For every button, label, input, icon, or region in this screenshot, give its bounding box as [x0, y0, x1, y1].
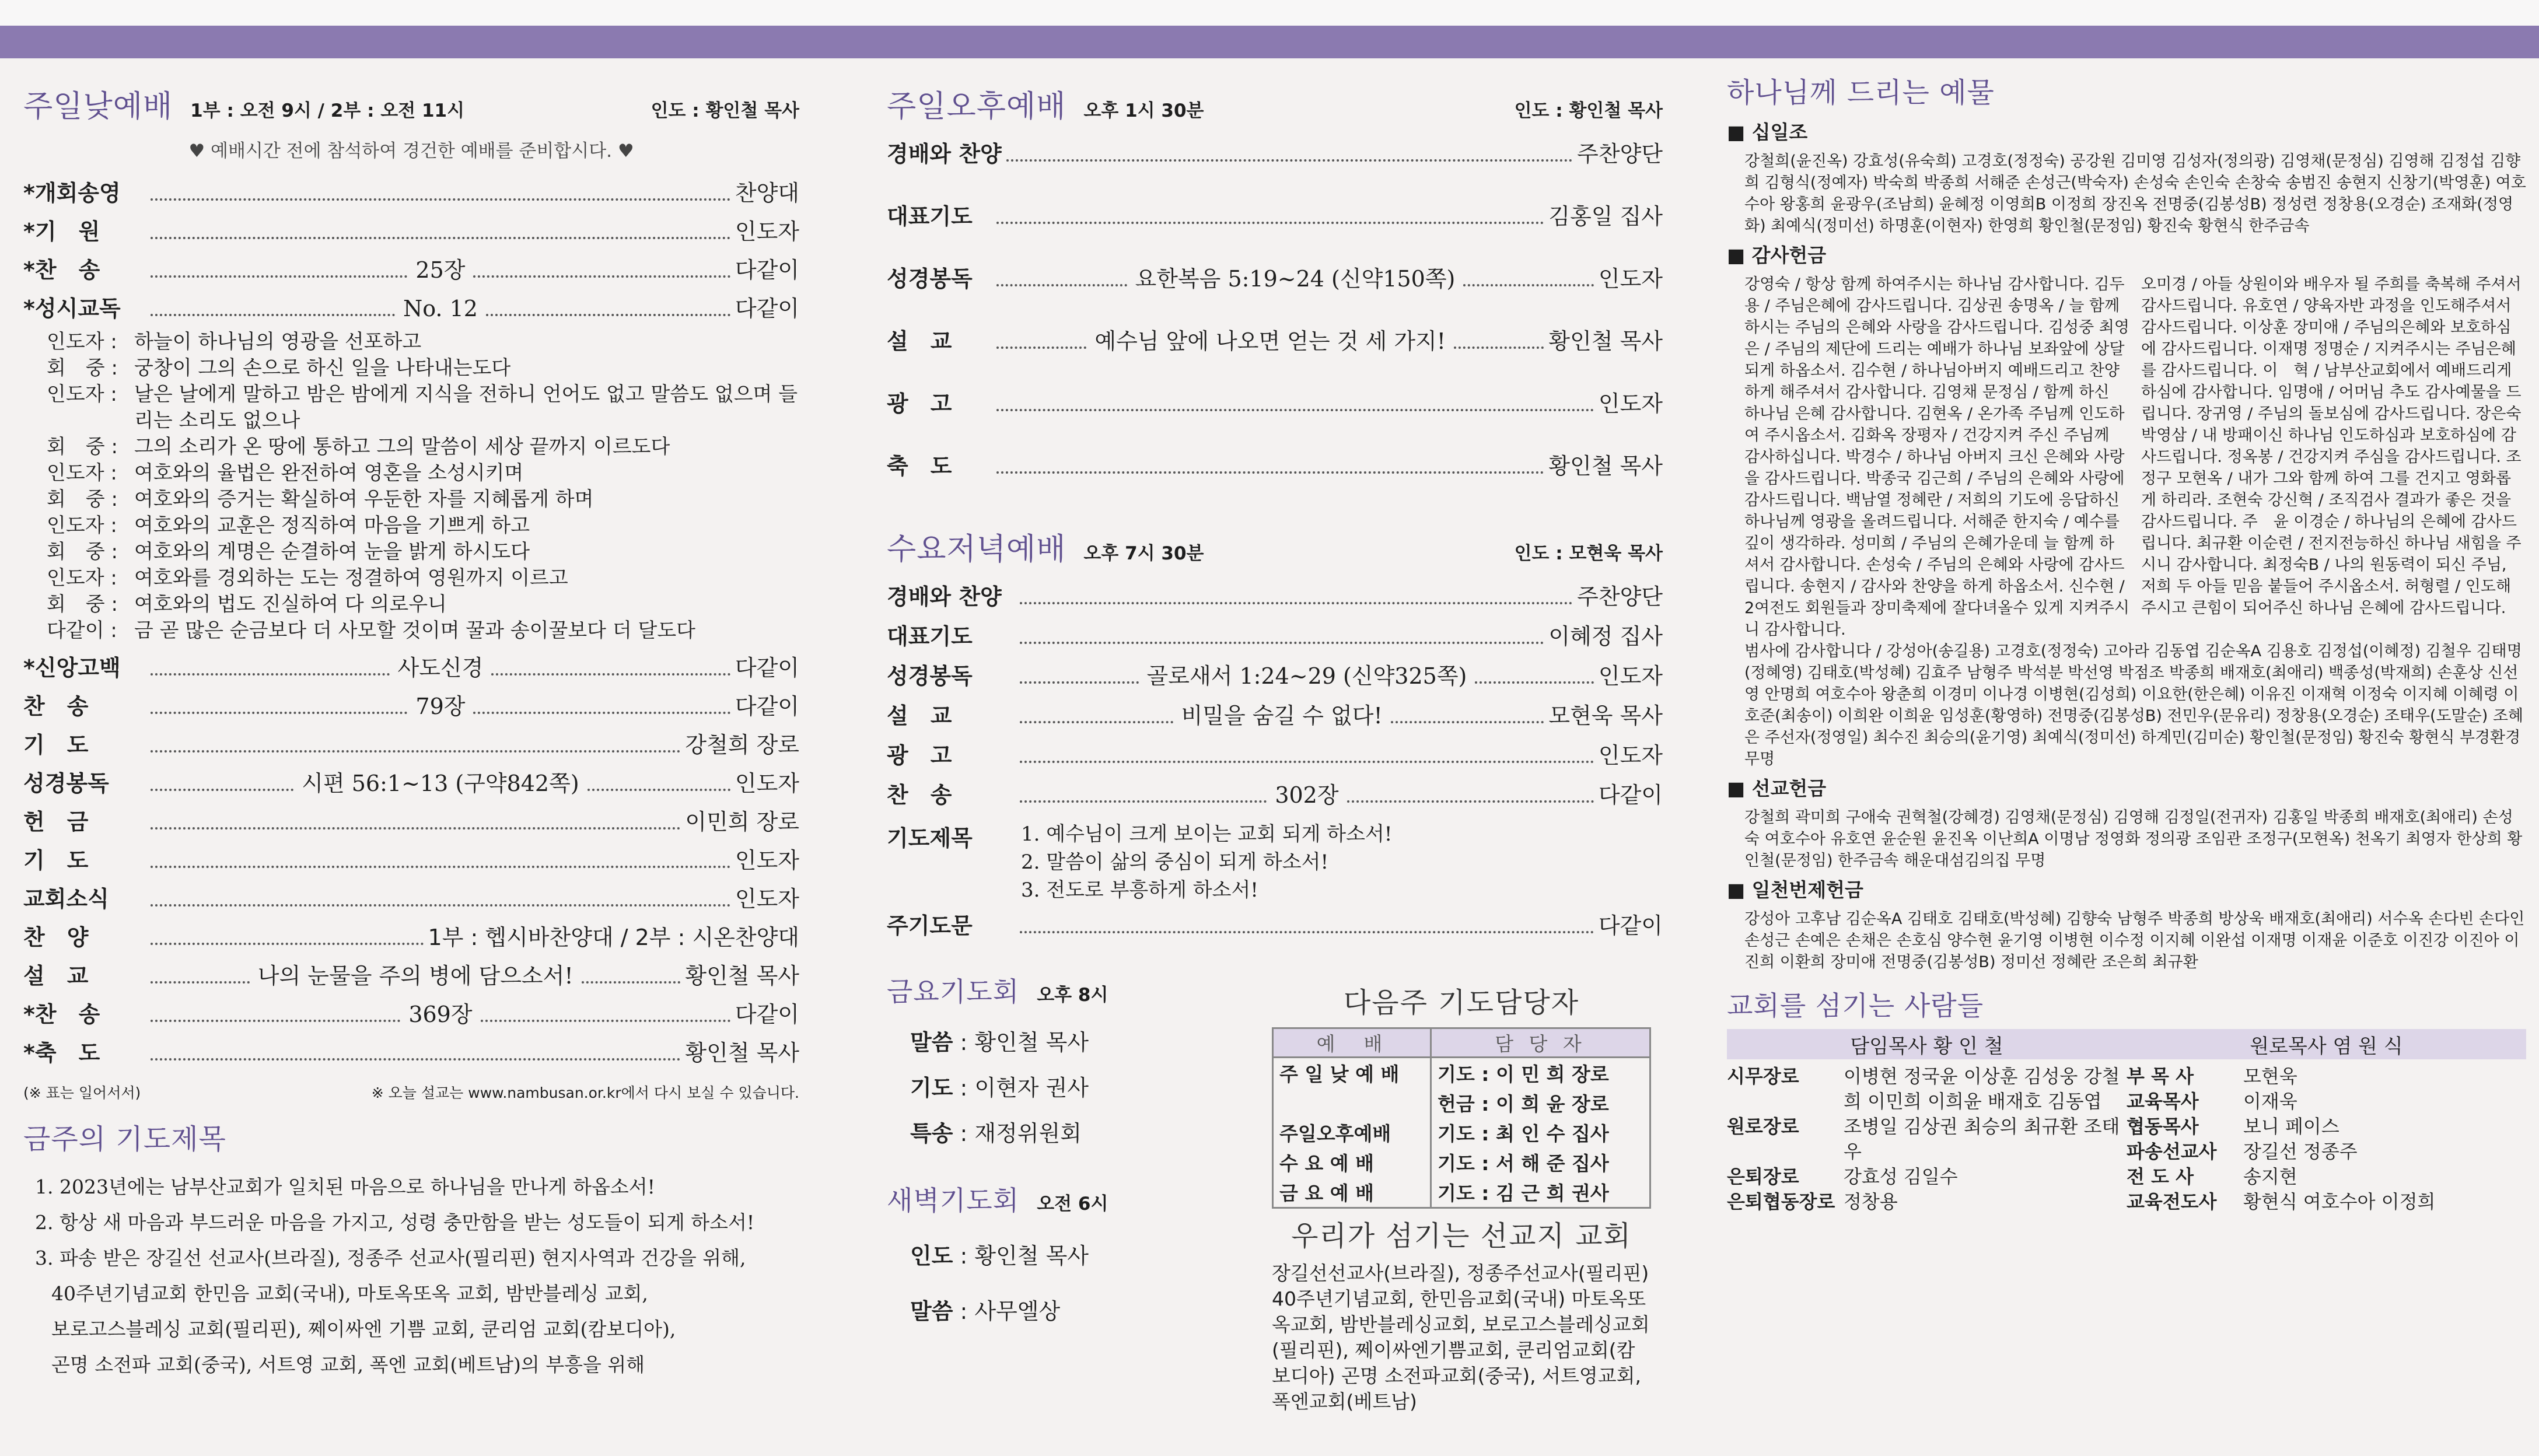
duty-row: [1273, 1118, 1650, 1147]
staff-names: 정창용: [1844, 1191, 1898, 1213]
order-person: 인도자: [735, 848, 799, 873]
kv-value: 사무엘상: [974, 1298, 1061, 1324]
thanks-left: 강영숙 / 항상 함께 하여주시는 하나님 감사합니다. 김두용 / 주님은혜에 감사드립니다. 김상권 송명옥 / 늘 함께 하시는 주님의 은혜와 사랑을 감사드립니다. 김성중 최영은 / 주님의 제단에 드리는 예배가 하나님 보좌앞에 상달되게 하옵소서. 김수현 / 하나님아버지 예배드리고 찬양하게 해주셔서 감사합니다. 김영채 문정심 / 함께 하신 하나님 은혜 감사합니다. 김현옥 / 온가족 주님께 인도하여 주시옵소서. 김화옥 장평자 / 건강지켜 주신 주님께 감사하십니다. 박경수 / 하나님 아버지 크신 은혜와 사랑을 감사드립니다. 박종국 김근희 / 주님의 은혜와 사랑에 감사드립니다. 백남열 정혜란 / 저희의 기도에 응답하신 하나님께 영광을 올려드립니다. 서해준 한지숙 / 예수를 깊이 생각하라. 성미희 / 주님의 은혜가운데 늘 함께 하셔서 감사합니다. 손성숙 / 주님의 은혜와 사랑에 감사드립니다. 송현지 / 감사와 찬양을 하게 하옵소서. 신수현 / 2여전도 회원들과 장미축제에 잘다녀올수 있게 지켜주시니 감사합니다.: [1744, 275, 2129, 639]
duty-row: [1273, 1088, 1650, 1118]
staff-names: 모현욱: [2243, 1065, 2297, 1087]
prayer-item: 보로고스블레싱 교회(필리핀), 쩨이싸엔 기쁨 교회, 쿤리엄 교회(캄보디아),: [51, 1318, 676, 1340]
order-label: *기 원: [23, 219, 100, 244]
kv-key: 말씀: [910, 1298, 953, 1324]
order-person: 황인철 목사: [685, 963, 800, 989]
staff-row: [2127, 1089, 2526, 1114]
order-row: [887, 579, 1663, 618]
responsive-line: [47, 460, 799, 487]
kv-line: 기도 : 이현자 권사: [910, 1075, 1089, 1101]
wednesday-order: [887, 579, 1663, 817]
sunday-title: 주일낮예배: [23, 89, 173, 124]
responsive-line: [47, 539, 799, 565]
afternoon-time: 오후 1시 30분: [1083, 100, 1204, 121]
order-label: 광 고: [887, 743, 952, 768]
responsive-text: 여호와의 율법은 완전하여 영혼을 소성시키며: [134, 461, 524, 485]
responsive-text: 날은 날에게 말하고 밤은 밤에게 지식을 전하니 언어도 없고 말씀도 없으며 들리는 소리도 없으나: [134, 383, 798, 432]
responsive-text: 그의 소리가 온 땅에 통하고 그의 말씀이 세상 끝까지 이르도다: [134, 435, 670, 459]
kv-value: 황인철 목사: [974, 1030, 1089, 1055]
duty-row: [1273, 1147, 1650, 1177]
staff-role: 교육전도사: [2127, 1191, 2217, 1213]
order-row: [23, 765, 799, 804]
responsive-role: 회 중 :: [47, 488, 118, 511]
staff-row: [1727, 1189, 2127, 1214]
order-label: *찬 송: [23, 1002, 100, 1027]
order-label: *개회송영: [23, 180, 121, 206]
order-person: 다같이: [735, 1002, 799, 1027]
order-row: [23, 919, 799, 958]
responsive-role: 회 중 :: [47, 540, 118, 564]
order-content: 요한복음 5:19~24 (신약150쪽): [1135, 266, 1456, 292]
staff-names: 이병현 정국윤 이상훈 김성웅 강철희 이민희 이희윤 배재호 김동엽: [1844, 1065, 2120, 1112]
weekly-offering-title: ■ 일천번제헌금: [1727, 878, 1863, 901]
top-margin: [0, 0, 2539, 26]
order-person: 인도자: [735, 219, 799, 244]
responsive-role: 인도자 :: [47, 461, 117, 485]
order-label: *축 도: [23, 1040, 100, 1066]
order-content: 시편 56:1~13 (구약842쪽): [302, 771, 579, 796]
order-person: 이혜정 집사: [1548, 624, 1663, 649]
order-person: 다같이: [735, 257, 799, 283]
responsive-role: 회 중 :: [47, 435, 118, 459]
mission-offering-list: 강철희 곽미희 구애숙 권혁철(강혜경) 김영채(문정심) 김영해 김정일(전귀자) 김홍일 박종희 배재호(최애리) 손성숙 여호수아 유호연 윤순원 윤진옥 이난희A 이명남 정영화 정의광 조임관 조정구(모현옥) 천옥기 최영자 한상희 황인철(문정임) 한주금속 해운대섬김의집 무명: [1744, 808, 2523, 870]
friday-title: 금요기도회: [887, 976, 1020, 1007]
thanks-title: ■ 감사헌금: [1727, 244, 1827, 267]
responsive-role: 인도자 :: [47, 566, 117, 590]
staff-names: 장길선 정종주: [2243, 1140, 2358, 1163]
staff-names: 보니 페이스: [2243, 1115, 2339, 1138]
duty-box: [1272, 980, 1651, 1209]
afternoon-title: 주일오후예배: [887, 89, 1066, 124]
kv-line: 말씀 : 황인철 목사: [910, 1030, 1089, 1055]
duty-table: 예 배 담 당 자 주 일 낮 예 배 기도 : 이 민 희 장로 헌금 : 이 희 윤 장로 주일오후예배 기도 : 최 인 수 집사 수 요 예 배 기도 : 서 해 준 집사 금 요 예 배 기도 : 김 근 희 권사: [1272, 1027, 1651, 1209]
order-label: 설 교: [887, 328, 952, 354]
duty-person: 헌금 : 이 희 윤 장로: [1431, 1088, 1650, 1118]
friday-time: 오후 8시: [1037, 985, 1108, 1006]
staff-row: [2127, 1164, 2526, 1189]
mission-text: 장길선선교사(브라질), 정종주선교사(필리핀) 40주년기념교회, 한민음교회(국내) 마토옥또옥교회, 밤반블레싱교회, 보로고스블레싱교회(필리핀), 쩨이싸엔기쁨교회, 쿤리엄교회(캄보디아) 곤명 소전파교회(중국), 서트영교회, 폭엔교회(베트남): [1272, 1262, 1650, 1413]
order-label: 기 도: [23, 848, 89, 873]
duty-title: 다음주 기도담당자: [1343, 986, 1580, 1019]
staff-left: [1727, 1064, 2127, 1214]
duty-service: 주 일 낮 예 배: [1273, 1058, 1431, 1088]
order-row: [23, 842, 799, 881]
duty-person: 기도 : 김 근 희 권사: [1431, 1177, 1650, 1208]
order-content: 369장: [408, 1002, 473, 1027]
responsive-text: 여호와의 법도 진실하여 다 의로우니: [134, 593, 447, 616]
order-content: 사도신경: [397, 655, 484, 681]
order-person: 다같이: [1598, 782, 1663, 808]
order-label: 성경봉독: [887, 663, 973, 689]
order-row: [23, 252, 799, 290]
order-row: [23, 214, 799, 252]
prayer-topic: 1. 예수님이 크게 보이는 교회 되게 하소서!: [1021, 822, 1393, 846]
order-row: [887, 658, 1663, 698]
order-person: 주찬양단: [1577, 584, 1663, 610]
order-label: 찬 송: [23, 694, 89, 719]
thanks-all: 범사에 감사합니다 / 강성아(송길용) 고경호(정정숙) 고아라 김동엽 김순옥A 김용호 김정섭(이혜정) 김철우 김태명(정혜영) 김태호(박성혜) 김효주 남형주 박석분 박선영 박점조 박종희 배재호(최애리) 백종성(박재희) 손훈상 신선영 안명희 여호수아 왕춘희 이경미 이나경 이병현(김성희) 이요한(한은혜) 이유진 이재혁 이정숙 이지혜 이혜령 이호준(최송이) 이희완 이희윤 임성훈(황영하) 전명중(김봉성B) 전민우(문유리) 정창용(오경순) 조태우(도말순) 조혜은 주선자(정영일) 최수진 최승의(윤기영) 최예식(정미선) 하계민(김미순) 황인철(문정임) 황진숙 황현식 부경환경 무명: [1744, 642, 2524, 768]
weekly-prayer-list: [23, 1170, 799, 1382]
staff-row: [2127, 1064, 2526, 1089]
order-label: 대표기도: [887, 624, 973, 649]
order-row: [23, 290, 799, 329]
duty-service: 주일오후예배: [1273, 1118, 1431, 1147]
tithe-title: ■ 십일조: [1727, 121, 1808, 144]
order-label: 축 도: [887, 453, 952, 479]
duty-person: 기도 : 최 인 수 집사: [1431, 1118, 1650, 1147]
responsive-text: 여호와의 교훈은 정직하여 마음을 기쁘게 하고: [134, 514, 530, 537]
responsive-role: 인도자 :: [47, 383, 117, 406]
weekly-prayer-title: 금주의 기도제목: [23, 1123, 226, 1156]
staff-row: [1727, 1164, 2127, 1189]
order-row: [887, 698, 1663, 737]
order-label: *찬 송: [23, 257, 100, 283]
order-label: 성경봉독: [23, 771, 109, 796]
dawn-title: 새벽기도회: [887, 1185, 1020, 1216]
responsive-line: [47, 382, 799, 434]
responsive-reading: [23, 329, 799, 644]
kv-value: 황인철 목사: [974, 1243, 1089, 1269]
responsive-role: 인도자 :: [47, 514, 117, 537]
order-row: [887, 448, 1663, 510]
prayer-item: 1. 2023년에는 남부산교회가 일치된 마음으로 하나님을 만나게 하옵소서!: [35, 1175, 655, 1198]
mission-offering-title: ■ 선교헌금: [1727, 777, 1827, 800]
responsive-text: 금 곧 많은 순금보다 더 사모할 것이며 꿀과 송이꿀보다 더 달도다: [134, 619, 696, 642]
prayer-topic: 2. 말씀이 삶의 중심이 되게 하소서!: [1021, 850, 1329, 874]
order-label: 교회소식: [23, 886, 109, 912]
staff-role: 전 도 사: [2127, 1166, 2194, 1188]
order-row: [23, 727, 799, 765]
order-person: 1부 : 헵시바찬양대 / 2부 : 시온찬양대: [428, 925, 799, 950]
responsive-text: 여호와의 증거는 확실하여 우둔한 자를 지혜롭게 하며: [134, 488, 594, 511]
weekly-offering-list: 강성아 고후남 김순옥A 김태호 김태호(박성혜) 김향숙 남형주 박종희 방상욱 배재호(최애리) 서수옥 손다빈 손다인 손성근 손예은 손채은 손호심 양수현 윤기영 이병현 이수정 이지혜 이완섭 이재명 이재윤 이준호 이진강 이진아 이진희 이환희 장미애 전명중(김봉성B) 정미선 정혜란 조은희 최규환: [1744, 910, 2525, 971]
staff-row: [2127, 1189, 2526, 1214]
duty-service: 수 요 예 배: [1273, 1147, 1431, 1177]
order-content: 나의 눈물을 주의 병에 담으소서!: [257, 963, 573, 989]
prayer-item: 3. 파송 받은 장길선 선교사(브라질), 정종주 선교사(필리핀) 현지사역과 건강을 위해,: [35, 1247, 746, 1269]
thanks-right: 오미경 / 아들 상원이와 배우자 될 주희를 축복해 주셔서 감사드립니다. 유호연 / 양육자반 과정을 인도해주셔서 감사드립니다. 이상훈 장미애 / 주님의은혜와 보호하심에 감사드립니다. 이재명 정명순 / 지켜주시는 주님은혜를 감사드립니다. 이 혁 / 남부산교회에서 예배드리게 하심에 감사합니다. 임명애 / 어머님 추도 감사예물을 드립니다. 장귀영 / 주님의 돌보심에 감사드립니다. 장은숙 박영삼 / 내 방패이신 하나님 인도하심과 보호하심에 감사드립니다. 정옥봉 / 건강지켜 주심을 감사드립니다. 조정구 모현옥 / 내가 그와 함께 하여 그를 건지고 영화롭게 하리라. 조현숙 강신혁 / 조직검사 결과가 좋은 것을 감사드립니다. 주 윤 이경순 / 하나님의 은혜에 감사드립니다. 최규환 이순련 / 전지전능하신 하나님 새힘을 주시니 감사합니다. 최정숙B / 나의 원동력이 되신 주님, 저희 두 아들 믿음 붙들어 주시옵소서. 허형렬 / 인도해주시고 큰힘이 되어주신 하나님 은혜에 감사드립니다.: [2141, 275, 2521, 617]
responsive-line: [47, 487, 799, 513]
kv-key: 기도: [910, 1075, 953, 1101]
kv-key: 인도: [910, 1243, 953, 1269]
order-person: 인도자: [1598, 743, 1663, 768]
staff-row: [1727, 1114, 2127, 1164]
sunday-note: ♥ 예배시간 전에 참석하여 경건한 예배를 준비합시다. ♥: [188, 141, 634, 162]
responsive-role: 회 중 :: [47, 356, 118, 380]
staff-role: 부 목 사: [2127, 1065, 2194, 1087]
order-label: *성시교독: [23, 296, 121, 321]
sunday-leader: 인도 : 황인철 목사: [651, 100, 799, 121]
order-row: [887, 136, 1663, 198]
order-person: 황인철 목사: [1548, 328, 1663, 354]
staff-row: [2127, 1114, 2526, 1139]
order-row: [23, 650, 799, 688]
order-person: 찬양대: [735, 180, 799, 206]
order-label: 경배와 찬양: [887, 584, 1002, 610]
order-person: 인도자: [735, 886, 799, 912]
staff-row: [1727, 1064, 2127, 1114]
staff-role: 교육목사: [2127, 1090, 2199, 1112]
responsive-text: 여호와를 경외하는 도는 정결하여 영원까지 이르고: [134, 566, 568, 590]
wednesday-topics: [1021, 820, 1392, 904]
order-row: [23, 688, 799, 727]
order-row: [23, 1035, 799, 1073]
staff-names: 조병일 김상권 최승의 최규환 조태우: [1844, 1115, 2120, 1163]
order-person: 인도자: [735, 771, 799, 796]
kv-line: 말씀 : 사무엘상: [910, 1298, 1061, 1324]
order-label: 성경봉독: [887, 266, 973, 292]
dawn-time: 오전 6시: [1037, 1194, 1108, 1214]
staff-names: 이재욱: [2243, 1090, 2297, 1112]
sermon-web-note: ※ 오늘 설교는 www.nambusan.or.kr에서 다시 보실 수 있습니다.: [371, 1084, 799, 1101]
order-row: [887, 618, 1663, 658]
order-person: 다같이: [735, 296, 800, 321]
duty-person: 기도 : 이 민 희 장로: [1431, 1058, 1650, 1088]
order-row: [887, 261, 1663, 323]
responsive-role: 회 중 :: [47, 593, 118, 616]
order-person: 황인철 목사: [1548, 453, 1663, 479]
order-row: [887, 737, 1663, 777]
stand-note: (※ 표는 일어서서): [23, 1084, 141, 1101]
header-band: [0, 26, 2539, 58]
order-content: 골로새서 1:24~29 (신약325쪽): [1146, 663, 1467, 689]
responsive-role: 인도자 :: [47, 330, 117, 354]
staff-title: 교회를 섬기는 사람들: [1727, 990, 1984, 1021]
order-label: 찬 송: [887, 782, 952, 808]
wednesday-title: 수요저녁예배: [887, 532, 1066, 567]
order-person: 다같이: [735, 655, 799, 681]
staff-header: [1727, 1029, 2526, 1059]
order-row: [23, 958, 799, 996]
duty-service: 금 요 예 배: [1273, 1177, 1431, 1208]
responsive-text: 여호와의 계명은 순결하여 눈을 밝게 하시도다: [134, 540, 530, 564]
order-person: 이민희 장로: [685, 809, 799, 835]
order-content: 302장: [1275, 782, 1339, 808]
responsive-line: [47, 513, 799, 539]
tithe-list: 강철희(윤진옥) 강효성(유숙희) 고경호(정정숙) 공강원 김미영 김성자(정의광) 김영채(문정심) 김영해 김정섭 김향희 김형식(정예자) 박숙희 박종희 서해준 손성근(박숙자) 손성숙 손인숙 손창숙 송범진 송현지 신창기(박영훈) 여호수아 왕홍희 윤광우(조남희) 윤혜정 이영희B 이정희 장진옥 전명중(김봉성B) 정성련 정창용(오경순) 조재화(정영화) 최예식(정미선) 하명훈(이현자) 한영희 황인철(문정임) 황진숙 황현식 한주금속: [1744, 152, 2526, 235]
afternoon-order: [887, 136, 1663, 510]
order-label: 찬 양: [23, 925, 89, 950]
order-row: [887, 777, 1663, 817]
order-content: 예수님 앞에 나오면 얻는 것 세 가지!: [1094, 328, 1446, 354]
prayer-item: 2. 항상 새 마음과 부드러운 마음을 가지고, 성령 충만함을 받는 성도들이 되게 하소서!: [35, 1211, 755, 1234]
sunday-order-part1: [23, 175, 799, 329]
staff-names: 강효성 김일수: [1844, 1166, 1958, 1188]
staff-row: [2127, 1139, 2526, 1164]
lords-prayer-row: 주기도문 다같이: [887, 913, 1663, 939]
order-content: 비밀을 숨길 수 없다!: [1181, 703, 1383, 729]
wednesday-time: 오후 7시 30분: [1083, 543, 1204, 564]
kv-key: 말씀: [910, 1030, 953, 1055]
order-label: 경배와 찬양: [887, 141, 1002, 167]
order-label: 헌 금: [23, 809, 89, 835]
order-row: [887, 386, 1663, 448]
order-content: 25장: [415, 257, 466, 283]
column-sunday-worship: [23, 70, 799, 1383]
staff-right: [2127, 1064, 2526, 1214]
sunday-order-part2: [23, 650, 799, 1073]
duty-person: 기도 : 서 해 준 집사: [1431, 1147, 1650, 1177]
order-person: 주찬양단: [1577, 141, 1663, 167]
mission-box: [1272, 1213, 1651, 1415]
staff-role: 은퇴협동장로: [1727, 1191, 1835, 1213]
kv-value: 이현자 권사: [974, 1075, 1089, 1101]
senior-pastor: 담임목사 황 인 철: [1850, 1034, 2003, 1058]
wednesday-topics-label: 기도제목: [887, 825, 973, 851]
order-row: [887, 323, 1663, 386]
responsive-line: [47, 592, 799, 618]
friday-lines: [887, 1020, 1260, 1156]
responsive-line: [47, 355, 799, 382]
duty-row: [1273, 1177, 1650, 1208]
order-row: [23, 996, 799, 1035]
order-label: 대표기도: [887, 204, 973, 229]
order-person: 인도자: [1598, 391, 1663, 416]
order-person: 인도자: [1598, 266, 1663, 292]
order-row: [23, 881, 799, 919]
prayer-item: 곤명 소전파 교회(중국), 서트영 교회, 폭엔 교회(베트남)의 부흥을 위해: [51, 1353, 645, 1376]
afternoon-leader: 인도 : 황인철 목사: [1514, 100, 1663, 121]
order-person: 인도자: [1598, 663, 1663, 689]
responsive-text: 궁창이 그의 손으로 하신 일을 나타내는도다: [134, 356, 511, 380]
order-label: 설 교: [887, 703, 952, 729]
staff-role: 시무장로: [1727, 1065, 1799, 1087]
responsive-line: [47, 565, 799, 592]
staff-names: 황현식 여호수아 이정희: [2243, 1191, 2436, 1213]
order-label: 기 도: [23, 732, 89, 758]
order-label: 설 교: [23, 963, 89, 989]
prayer-item: 40주년기념교회 한민음 교회(국내), 마토옥또옥 교회, 밤반블레싱 교회,: [51, 1282, 648, 1305]
kv-key: 특송: [910, 1121, 953, 1146]
order-person: 황인철 목사: [685, 1040, 799, 1066]
responsive-line: [47, 329, 799, 355]
staff-role: 협동목사: [2127, 1115, 2199, 1138]
responsive-role: 다같이 :: [47, 619, 117, 642]
offering-title: 하나님께 드리는 예물: [1727, 76, 1995, 109]
duty-row: [1273, 1058, 1650, 1088]
staff-role: 파송선교사: [2127, 1140, 2217, 1163]
order-label: *신앙고백: [23, 655, 121, 681]
column-offering: [1727, 70, 2526, 1214]
responsive-line: [47, 434, 799, 460]
order-label: 광 고: [887, 391, 952, 416]
emeritus-pastor: 원로목사 염 원 식: [2250, 1034, 2403, 1058]
staff-names: 송지현: [2243, 1166, 2297, 1188]
wednesday-leader: 인도 : 모현욱 목사: [1514, 543, 1663, 564]
staff-role: 은퇴장로: [1727, 1166, 1799, 1188]
kv-line: 특송 : 재정위원회: [910, 1121, 1082, 1146]
order-content: No. 12: [403, 296, 478, 321]
prayer-topic: 3. 전도로 부흥하게 하소서!: [1021, 878, 1258, 902]
kv-value: 재정위원회: [974, 1121, 1082, 1146]
mission-title: 우리가 섬기는 선교지 교회: [1291, 1220, 1632, 1252]
kv-line: 인도 : 황인철 목사: [910, 1243, 1089, 1269]
responsive-text: 하늘이 하나님의 영광을 선포하고: [134, 330, 422, 354]
order-content: 79장: [415, 694, 466, 719]
order-row: [887, 198, 1663, 261]
duty-service: [1273, 1088, 1431, 1118]
sunday-time: 1부 : 오전 9시 / 2부 : 오전 11시: [190, 100, 465, 121]
order-person: 강철희 장로: [685, 732, 799, 758]
order-row: [23, 804, 799, 842]
order-person: 모현욱 목사: [1548, 703, 1663, 729]
responsive-line: [47, 618, 799, 644]
order-row: [23, 175, 799, 214]
order-person: 다같이: [735, 694, 799, 719]
order-person: 김홍일 집사: [1548, 204, 1663, 229]
dawn-lines: [887, 1228, 1260, 1339]
staff-role: 원로장로: [1727, 1115, 1799, 1138]
